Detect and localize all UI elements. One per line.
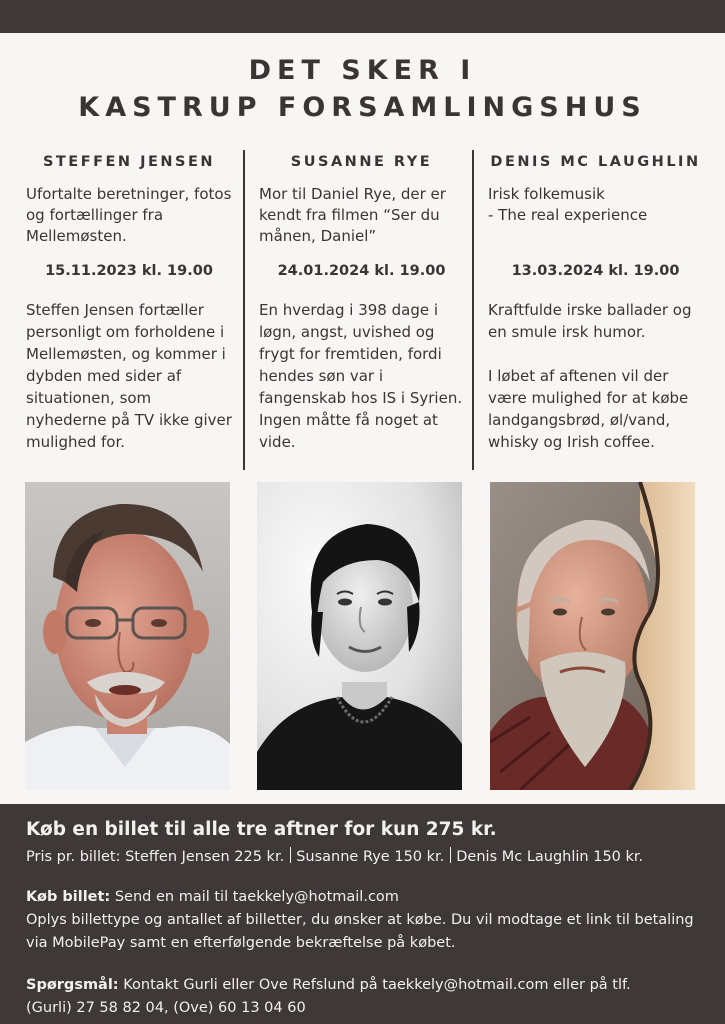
buy-text: Send en mail til taekkely@hotmail.com xyxy=(114,889,399,905)
description-paragraph: Steffen Jensen fortæller personligt om forholdene i Mellemøsten, og kommer i dybden med sider af situationen, som nyhederne på TV ikke giver mulighed for. xyxy=(26,301,232,451)
ticket-footer xyxy=(0,804,725,1024)
description-paragraph: En hverdag i 398 dage i løgn, angst, uvished og frygt for fremtiden, fordi hendes søn var i fangenskab hos IS i Syrien. Ingen måtte få noget at vide. xyxy=(259,301,463,451)
susanne-rye-photo xyxy=(257,482,462,790)
ticket-offer-headline: Køb en billet til alle tre aftner for kun 275 kr. xyxy=(26,819,497,840)
event-date: 13.03.2024 kl. 19.00 xyxy=(511,263,680,279)
column-divider xyxy=(243,150,245,470)
price-susanne: Susanne Rye 150 kr. xyxy=(296,849,445,865)
top-bar xyxy=(0,0,725,33)
phone-numbers: (Gurli) 27 58 82 04, (Ove) 60 13 04 60 xyxy=(26,1000,306,1016)
questions-text: Kontakt Gurli eller Ove Refslund på taekkely@hotmail.com eller på tlf. xyxy=(123,977,631,993)
buy-ticket-section xyxy=(26,886,716,955)
price-steffen: Steffen Jensen 225 kr. xyxy=(125,849,285,865)
event-name: STEFFEN JENSEN xyxy=(42,154,216,170)
event-description xyxy=(259,299,464,453)
description-paragraph: Kraftfulde irske ballader og en smule irsk humor. xyxy=(488,301,692,341)
event-date: 15.11.2023 kl. 19.00 xyxy=(45,263,213,279)
price-denis: Denis Mc Laughlin 150 kr. xyxy=(456,849,644,865)
steffen-jensen-photo xyxy=(25,482,230,790)
event-description xyxy=(488,299,703,453)
event-name: DENIS MC LAUGHLIN xyxy=(490,154,701,170)
event-description xyxy=(26,299,232,453)
event-name: SUSANNE RYE xyxy=(290,154,433,170)
denis-mc-laughlin-photo xyxy=(490,482,695,790)
title-line-2: KASTRUP FORSAMLINGSHUS xyxy=(78,92,647,123)
questions-section xyxy=(26,974,716,1020)
event-intro: Ufortalte beretninger, fotos og fortællinger fra Mellemøsten. xyxy=(26,185,232,245)
buy-info: Oplys billettype og antallet af billetter, du ønsker at købe. Du vil modtage et link til betaling via MobilePay samt en efterfølgende bekræftelse på købet. xyxy=(26,912,694,951)
event-column-denis xyxy=(488,150,703,453)
page-title xyxy=(0,52,725,126)
event-intro: Mor til Daniel Rye, der er kendt fra filmen “Ser du månen, Daniel” xyxy=(259,185,446,245)
buy-label: Køb billet: xyxy=(26,889,111,905)
column-divider xyxy=(472,150,474,470)
prices-label: Pris pr. billet: xyxy=(26,849,121,865)
questions-label: Spørgsmål: xyxy=(26,977,119,993)
event-date: 24.01.2024 kl. 19.00 xyxy=(277,263,446,279)
event-column-steffen xyxy=(26,150,232,453)
event-column-susanne xyxy=(259,150,464,453)
ticket-prices xyxy=(26,846,643,868)
description-paragraph: I løbet af aftenen vil der være mulighed for at købe landgangsbrød, øl/vand, whisky og Irish coffee. xyxy=(488,367,689,451)
price-separator xyxy=(290,847,291,863)
price-separator xyxy=(450,847,451,863)
event-intro: Irisk folkemusik - The real experience xyxy=(488,185,648,224)
title-line-1: DET SKER I xyxy=(248,55,477,86)
